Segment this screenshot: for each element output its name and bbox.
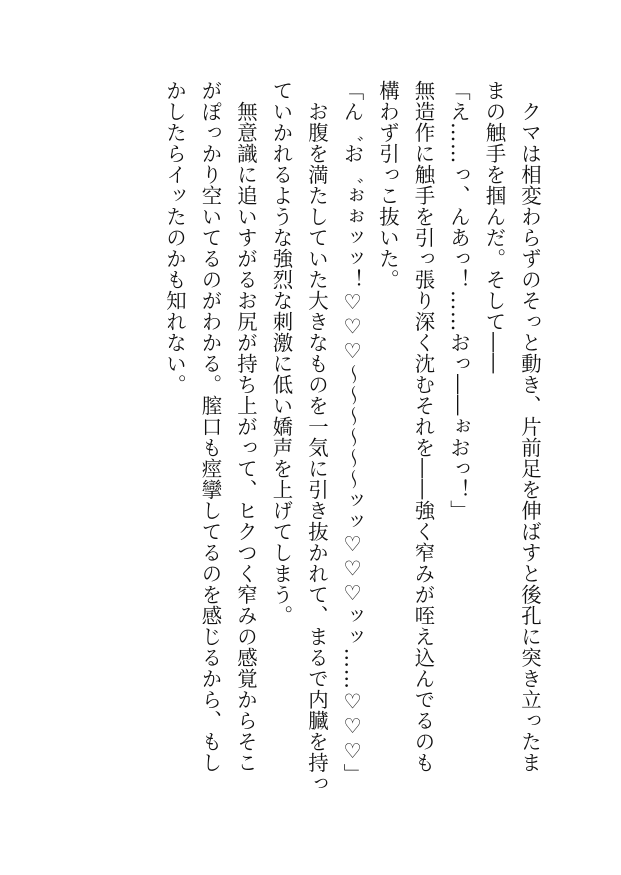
text-line: 「ん゛お゛ぉぉッッ！♡♡♡～～～～～～ッッ♡♡♡ッッ……♡♡♡」 bbox=[340, 80, 365, 785]
text-line: がぽっかり空いてるのがわかる。膣口も痙攣してるのを感じるから、もし bbox=[198, 80, 223, 773]
text-line: クマは相変わらずのそっと動き、片前足を伸ばすと後孔に突き立ったま bbox=[518, 80, 542, 773]
text-line: 「え……っ、んあっ！……おっ――ぉおっ！」 bbox=[447, 80, 471, 521]
text-line: 構わず引っこ抜いた。 bbox=[376, 80, 400, 290]
text-line: 無造作に触手を引っ張り深く沈むそれを――強く窄みが咥え込んでるのも bbox=[411, 80, 436, 773]
text-line: お腹を満たしていた大きなものを一気に引き抜かれて、まるで内臓を持っ bbox=[305, 80, 329, 794]
vertical-text-body bbox=[157, 80, 548, 820]
text-line: ていかれるような強烈な刺激に低い嬌声を上げてしまう。 bbox=[269, 80, 294, 626]
text-line: 無意識に追いすがるお尻が持ち上がって、ヒクつく窄みの感覚からそこ bbox=[234, 80, 258, 773]
text-line: かしたらイッたのかも知れない。 bbox=[163, 80, 187, 395]
text-line: まの触手を掴んだ。そして―― bbox=[482, 80, 507, 374]
